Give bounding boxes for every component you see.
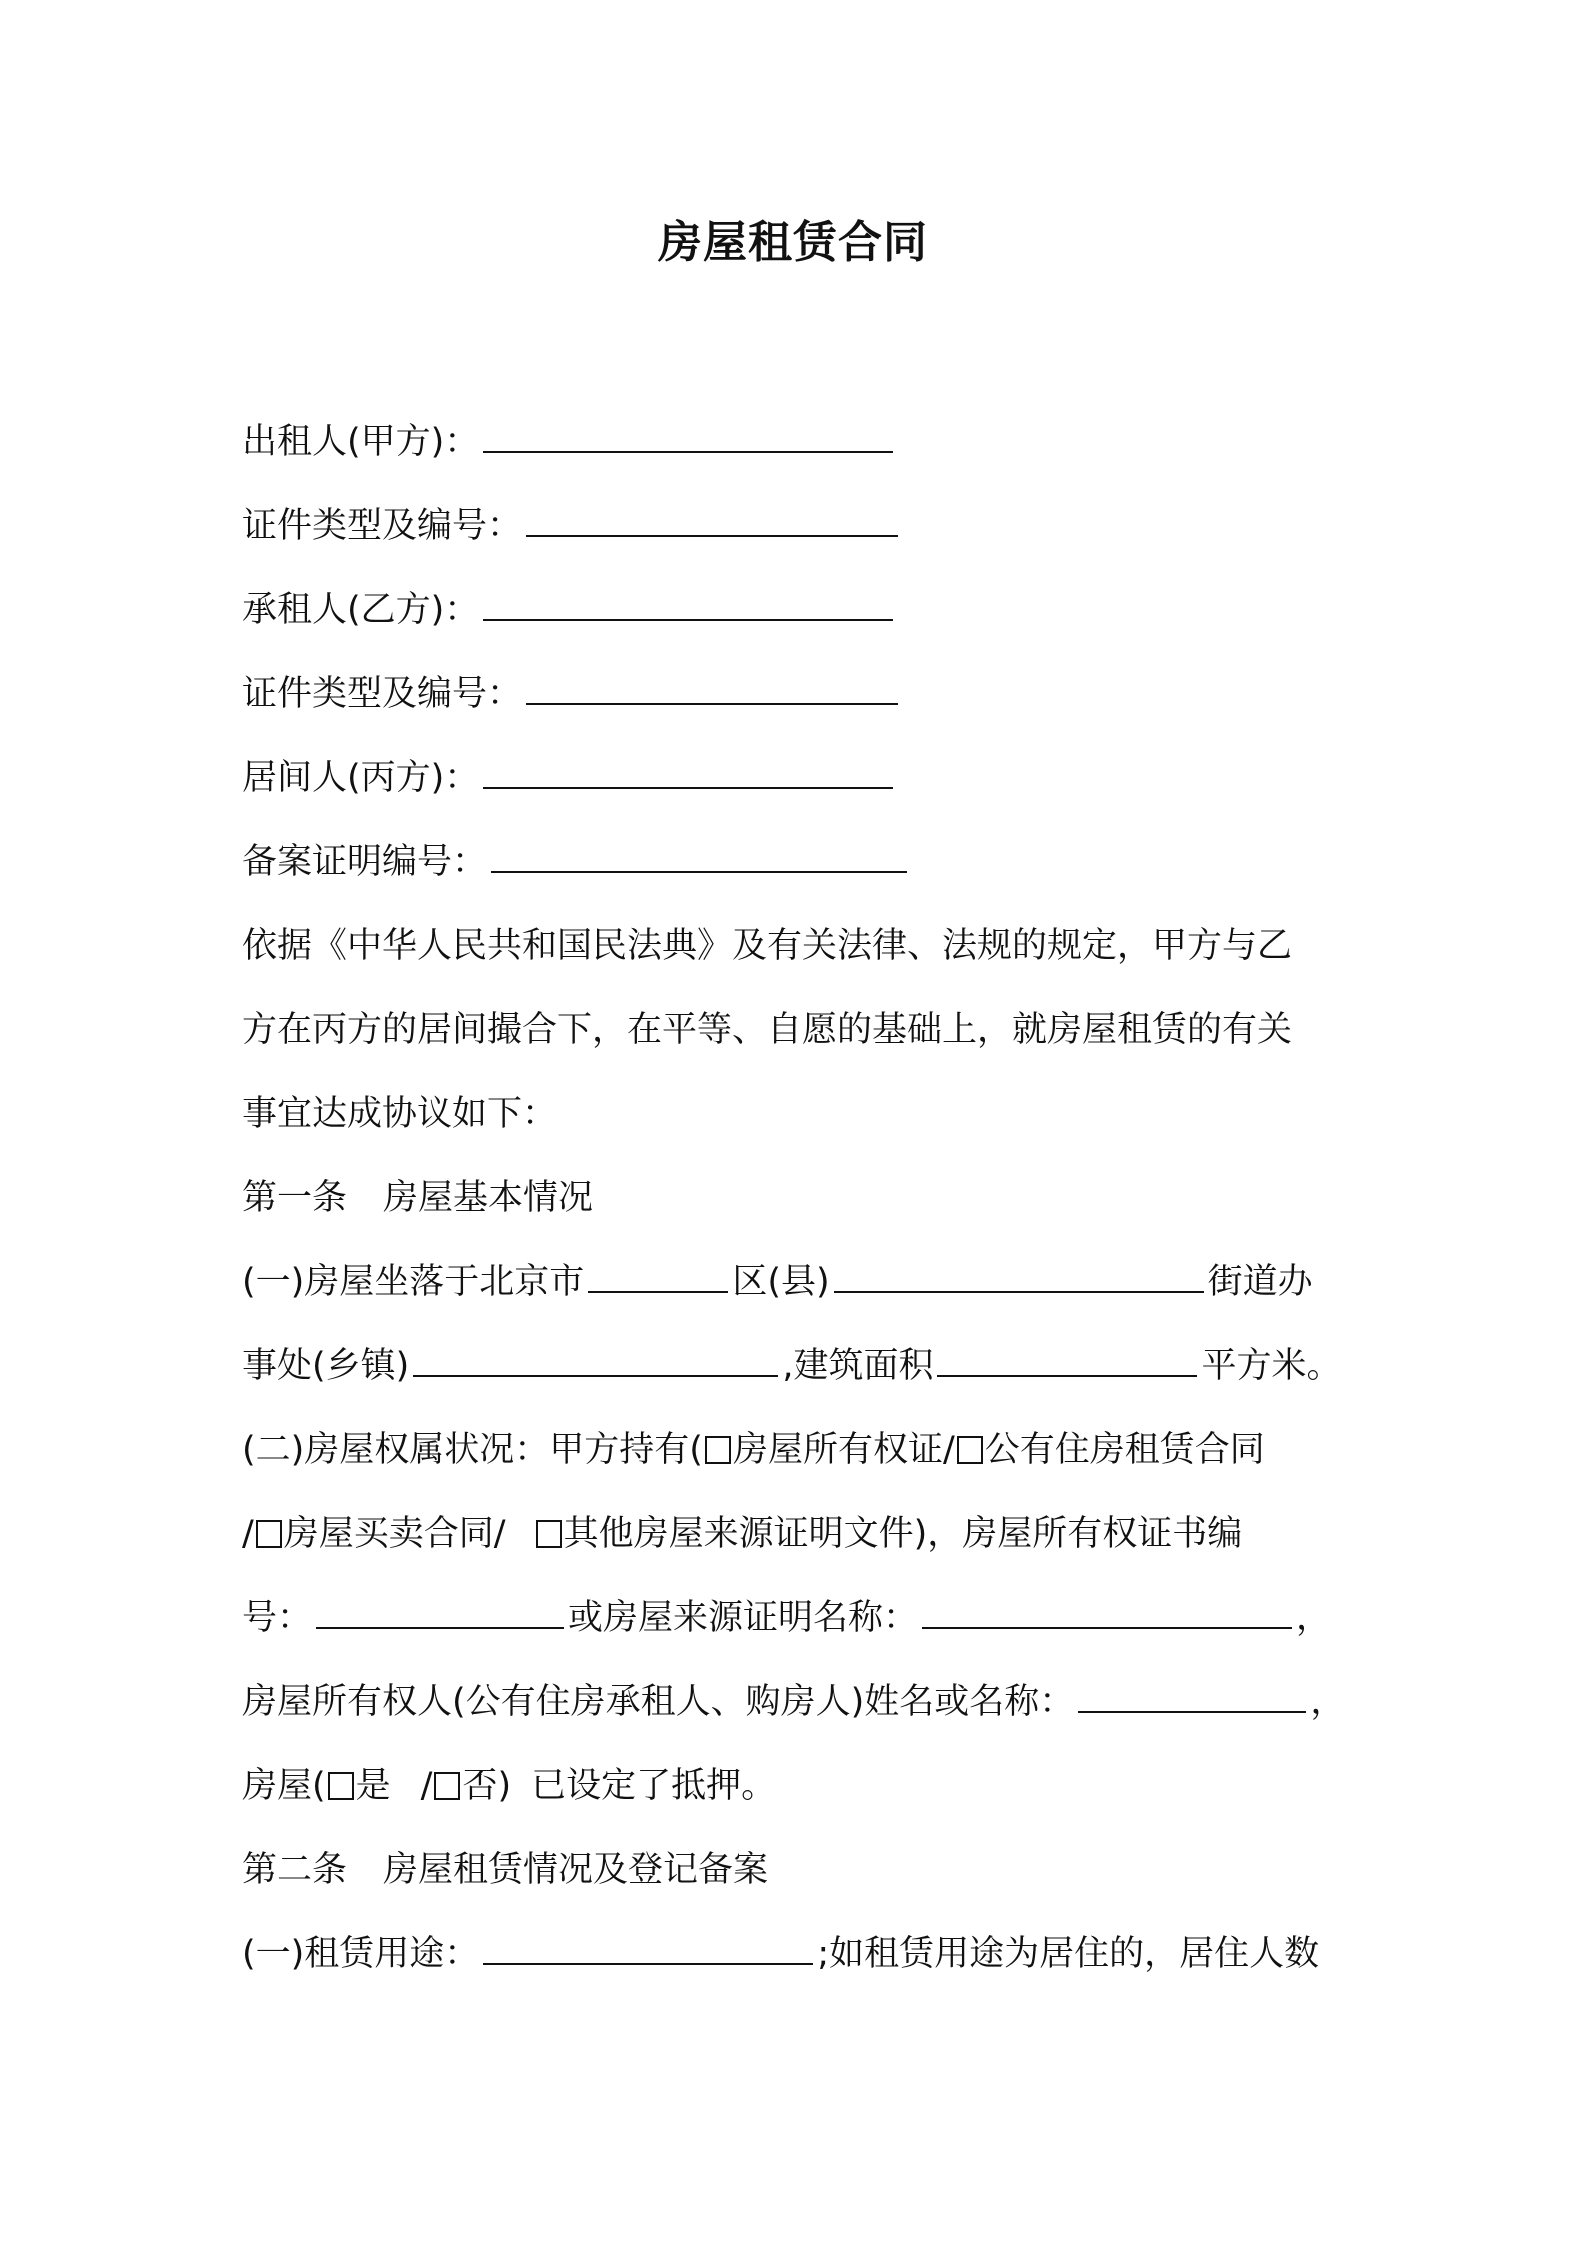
lessor-label: 出租人(甲方)： bbox=[242, 422, 480, 462]
residents-count-label: ;如租赁用途为居住的，居住人数 bbox=[817, 1934, 1320, 1974]
district-label: 区(县) bbox=[732, 1262, 830, 1302]
owner-name-label: 房屋所有权人(公有住房承租人、购房人)姓名或名称： bbox=[242, 1682, 1075, 1722]
lessee-id-label: 证件类型及编号： bbox=[242, 674, 523, 714]
broker-line bbox=[242, 754, 1362, 802]
article-2-title: 房屋租赁情况及登记备案 bbox=[383, 1850, 769, 1890]
lessor-id-line bbox=[242, 502, 1362, 550]
mortgage-line bbox=[242, 1762, 1362, 1810]
lessor-id-label: 证件类型及编号： bbox=[242, 506, 523, 546]
township-label: 事处(乡镇) bbox=[242, 1346, 410, 1386]
cert-no-label: 号： bbox=[242, 1598, 313, 1638]
article-2-number: 第二条 bbox=[242, 1850, 348, 1890]
broker-label: 居间人(丙方)： bbox=[242, 758, 480, 798]
other-proof-label: 其他房屋来源证明文件)，房屋所有权证书编 bbox=[563, 1514, 1243, 1554]
mortgage-suffix: 已设定了抵押。 bbox=[531, 1766, 777, 1806]
lessee-blank[interactable] bbox=[483, 589, 893, 621]
preamble-line-3: 事宜达成协议如下： bbox=[242, 1094, 558, 1134]
mortgage-no-label: 否) bbox=[462, 1766, 512, 1806]
record-no-label: 备案证明编号： bbox=[242, 842, 488, 882]
article-1-number: 第一条 bbox=[242, 1178, 348, 1218]
slash-separator: / bbox=[242, 1514, 254, 1554]
lease-purpose-label: (一)租赁用途： bbox=[242, 1934, 480, 1974]
cert-no-blank[interactable] bbox=[316, 1597, 564, 1629]
district-blank[interactable] bbox=[588, 1261, 728, 1293]
lease-purpose-blank[interactable] bbox=[483, 1933, 813, 1965]
article-1-location-line-1 bbox=[242, 1258, 1362, 1306]
lessee-line bbox=[242, 586, 1362, 634]
ownership-cert-label: 房屋所有权证/ bbox=[732, 1430, 955, 1470]
street-label: 街道办 bbox=[1207, 1262, 1313, 1302]
ownership-line-3 bbox=[242, 1594, 1362, 1642]
preamble-line-1: 依据《中华人民共和国民法典》及有关法律、法规的规定，甲方与乙 bbox=[242, 926, 1293, 966]
township-blank[interactable] bbox=[413, 1345, 778, 1377]
lessor-line bbox=[242, 418, 1362, 466]
record-no-line bbox=[242, 838, 1362, 886]
article-1-location-line-2 bbox=[242, 1342, 1362, 1390]
lessee-id-blank[interactable] bbox=[526, 673, 898, 705]
ownership-line-2 bbox=[242, 1510, 1362, 1558]
checkbox-sale-contract[interactable] bbox=[256, 1520, 282, 1548]
checkbox-mortgage-yes[interactable] bbox=[328, 1772, 354, 1800]
lessor-blank[interactable] bbox=[483, 421, 893, 453]
source-proof-label: 或房屋来源证明名称： bbox=[568, 1598, 919, 1638]
mortgage-yes-label: 是 bbox=[355, 1766, 391, 1806]
lessee-label: 承租人(乙方)： bbox=[242, 590, 480, 630]
article-1-heading bbox=[242, 1174, 1362, 1222]
comma-1: ， bbox=[1296, 1598, 1332, 1638]
ownership-line-4 bbox=[242, 1678, 1362, 1726]
lessee-id-line bbox=[242, 670, 1362, 718]
mortgage-slash: / bbox=[420, 1766, 433, 1806]
article-2-heading bbox=[242, 1846, 1362, 1894]
source-proof-blank[interactable] bbox=[922, 1597, 1292, 1629]
checkbox-public-lease[interactable] bbox=[957, 1436, 983, 1464]
location-city-label: (一)房屋坐落于北京市 bbox=[242, 1262, 585, 1302]
checkbox-ownership-cert[interactable] bbox=[705, 1436, 731, 1464]
street-blank[interactable] bbox=[834, 1261, 1204, 1293]
article-1-title: 房屋基本情况 bbox=[383, 1178, 594, 1218]
public-lease-label: 公有住房租赁合同 bbox=[984, 1430, 1265, 1470]
area-label: ,建筑面积 bbox=[782, 1346, 934, 1386]
ownership-label: (二)房屋权属状况：甲方持有( bbox=[242, 1430, 703, 1470]
comma-2: ， bbox=[1310, 1682, 1346, 1722]
broker-blank[interactable] bbox=[483, 757, 893, 789]
checkbox-other-proof[interactable] bbox=[536, 1520, 562, 1548]
owner-name-blank[interactable] bbox=[1078, 1681, 1306, 1713]
ownership-line-1 bbox=[242, 1426, 1362, 1474]
mortgage-prefix: 房屋( bbox=[242, 1766, 326, 1806]
sale-contract-label: 房屋买卖合同/ bbox=[283, 1514, 506, 1554]
lease-purpose-line bbox=[242, 1930, 1362, 1978]
area-blank[interactable] bbox=[937, 1345, 1197, 1377]
checkbox-mortgage-no[interactable] bbox=[434, 1772, 460, 1800]
area-unit: 平方米。 bbox=[1201, 1346, 1342, 1386]
document-title: 房屋租赁合同 bbox=[658, 217, 928, 268]
lessor-id-blank[interactable] bbox=[526, 505, 898, 537]
preamble-line-2: 方在丙方的居间撮合下，在平等、自愿的基础上，就房屋租赁的有关 bbox=[242, 1010, 1293, 1050]
record-no-blank[interactable] bbox=[491, 841, 907, 873]
